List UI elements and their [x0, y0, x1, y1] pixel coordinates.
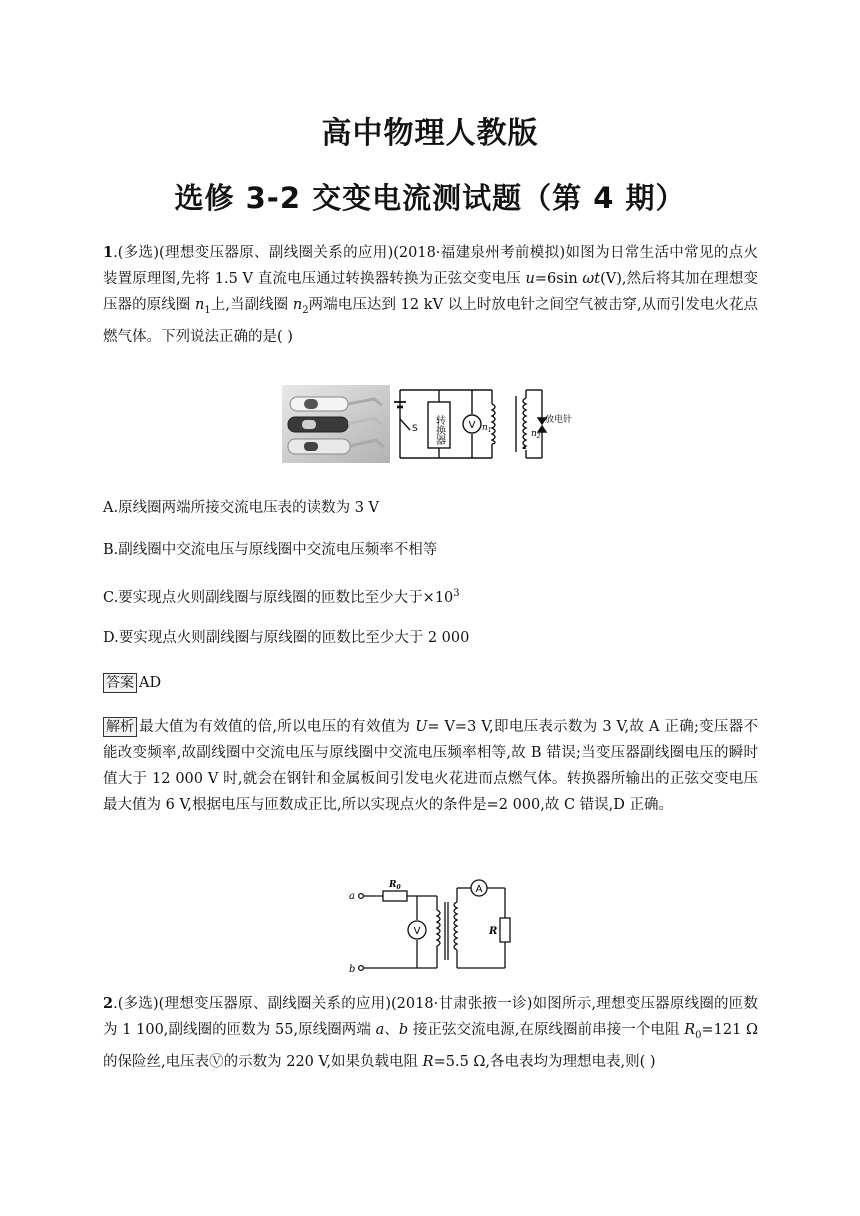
- question-2-text: =5.5 Ω,各电表均为理想电表,则( ): [433, 1053, 656, 1070]
- var-U: U: [415, 719, 428, 735]
- needle-label: 放电针: [545, 415, 573, 425]
- ignition-circuit-diagram: [392, 384, 582, 464]
- question-1-text: .(多选)(理想变压器原、副线圈关系的应用)(2018·福建泉州考前模拟)如图为日常生活中常见的点火装置原理图,先将 1.5 V 直流电压通过转换器转换为正弦交变电压: [103, 245, 758, 287]
- answer-value: AD: [139, 675, 162, 691]
- question-1-number: 1: [103, 244, 114, 261]
- var-R0-subscript: 0: [695, 1029, 702, 1041]
- solution-text: 最大值为有效值的倍,所以电压的有效值为: [139, 719, 416, 735]
- question-2-stem: [103, 991, 758, 1075]
- answer-line: [103, 672, 161, 694]
- solution-text: = V=3 V,即电压表示数为 3 V,故 A 正确;变压器不能改变频率,故副线圈中交流电压与原线圈中交流电压频率相等,故 B 错误;当变压器副线圈电压的瞬时值大于 12 000 V 时,就会在钢针和金属板间引发电火花进而点燃气体。转换器所输出的正弦交变电压最大值为 6 V,根据电压与匝数成正比,所以实现点火的条件是=2 000,故 C 错误,D 正确。: [103, 719, 758, 813]
- voltmeter-label: V: [413, 926, 421, 937]
- question-1-text: =6sin: [534, 271, 583, 287]
- answer-tag: 答案: [103, 673, 137, 693]
- question-2-text: 接正弦交流电源,在原线圈前串接一个电阻: [408, 1022, 685, 1038]
- solution-paragraph: [103, 714, 758, 818]
- option-a: A.原线圈两端所接交流电压表的读数为 3 V: [103, 500, 379, 516]
- question-2-text: =121 Ω 的保险丝,电压表: [103, 1022, 759, 1070]
- question-1-stem: [103, 240, 758, 350]
- question-2-number: 2: [103, 995, 114, 1012]
- document-title: 高中物理人教版: [321, 116, 539, 151]
- terminal-b-label: b: [349, 964, 356, 974]
- voltmeter-label: V: [468, 420, 476, 431]
- var-R: R: [422, 1053, 434, 1070]
- question-1-text: 两端电压达到 12 kV 以上时放电针之间空气被击穿,从而引发电火花点燃气体。下列说法正确的是( ): [103, 297, 759, 345]
- igniter-photo: [282, 385, 390, 463]
- coil-n2-label: $n_2$: [531, 429, 541, 440]
- ammeter-label: A: [475, 884, 483, 895]
- option-c: [103, 583, 460, 609]
- coil-n1-label: $n_1$: [482, 423, 492, 434]
- var-omega-t: ωt: [582, 271, 601, 287]
- question-1-text: (V),然后将其加在理想变压器的原线圈: [103, 271, 759, 313]
- question-1-text: 上,当副线圈: [210, 297, 293, 313]
- var-n2: n: [292, 297, 303, 313]
- voltmeter-symbol: Ⓥ: [209, 1053, 224, 1070]
- option-d: D.要实现点火则副线圈与原线圈的匝数比至少大于 2 000: [103, 630, 470, 646]
- solution-tag: 解析: [103, 717, 137, 737]
- var-R0: R: [684, 1022, 696, 1038]
- var-n2-subscript: 2: [302, 304, 309, 316]
- var-a: a: [375, 1022, 385, 1038]
- question-2-text: .(多选)(理想变压器原、副线圈关系的应用)(2018·甘肃张掖一诊)如图所示,理想变压器原线圈的匝数为 1 100,副线圈的匝数为 55,原线圈两端: [103, 996, 758, 1038]
- terminal-a-label: a: [349, 891, 355, 902]
- transformer-circuit-diagram: [345, 874, 520, 974]
- var-b: b: [398, 1022, 409, 1038]
- converter-label: 转换器: [433, 415, 445, 445]
- var-n1-subscript: 1: [204, 304, 211, 316]
- option-c-text: C.要实现点火则副线圈与原线圈的匝数比至少大于×10: [103, 589, 454, 606]
- load-resistor-label: R: [489, 926, 498, 937]
- option-b: B.副线圈中交流电压与原线圈中交流电压频率不相等: [103, 542, 438, 558]
- var-n1: n: [195, 297, 205, 313]
- resistor-r0-label: $R_0$: [389, 880, 401, 891]
- var-u: u: [525, 271, 535, 287]
- option-c-exponent: 3: [453, 588, 460, 599]
- question-2-text: 的示数为 220 V,如果负载电阻: [223, 1053, 423, 1070]
- document-subtitle: 选修 3-2 交变电流测试题（第 4 期）: [174, 181, 686, 215]
- question-2-text: 、: [384, 1022, 399, 1038]
- switch-label: S: [412, 424, 418, 434]
